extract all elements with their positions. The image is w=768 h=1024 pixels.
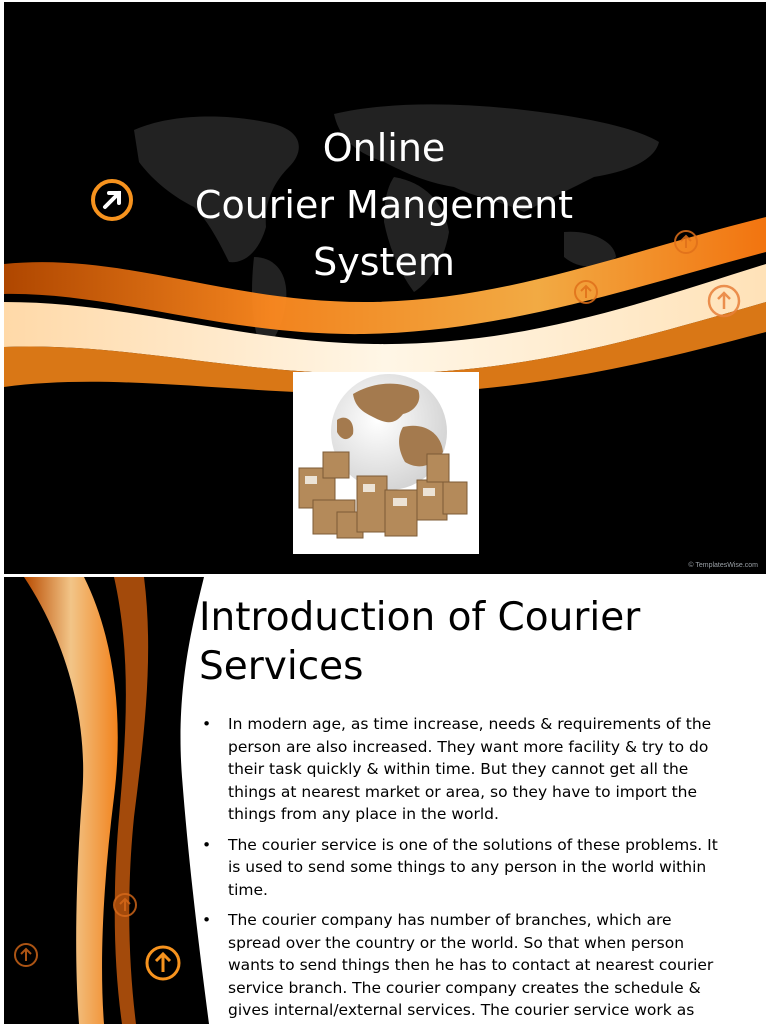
bullet-item: • The courier service is one of the solutions of these problems. It is used to send some things to any person in the world within time. (200, 834, 724, 902)
slide1-title (124, 120, 644, 291)
title-line: System (313, 240, 455, 284)
title-slide (4, 2, 766, 574)
intro-slide (4, 577, 766, 1024)
bullet-item: • The courier company has number of branches, which are spread over the country or the world. So that when person wants to send things then he has to contact at nearest courier service branch. The courier company creates the schedule & gives internal/external services. The courier service work as (200, 909, 724, 1022)
bullet-list (200, 713, 724, 1024)
title-line: Services (199, 644, 364, 689)
slide2-side-decoration (4, 577, 224, 1024)
title-line: Courier Mangement (194, 183, 574, 227)
globe-boxes-image (293, 372, 479, 554)
bullet-item: • In modern age, as time increase, needs & requirements of the person are also increased. They want more facility & try to do their task quickly & within time. But they cannot get all the things at nearest market or area, so they have to import the things from any place in the world. (200, 713, 724, 826)
title-line: Online (322, 126, 446, 170)
slide2-title (199, 593, 759, 691)
copyright-text: © TemplatesWise.com (688, 562, 758, 569)
title-line: Introduction of Courier (199, 595, 641, 640)
